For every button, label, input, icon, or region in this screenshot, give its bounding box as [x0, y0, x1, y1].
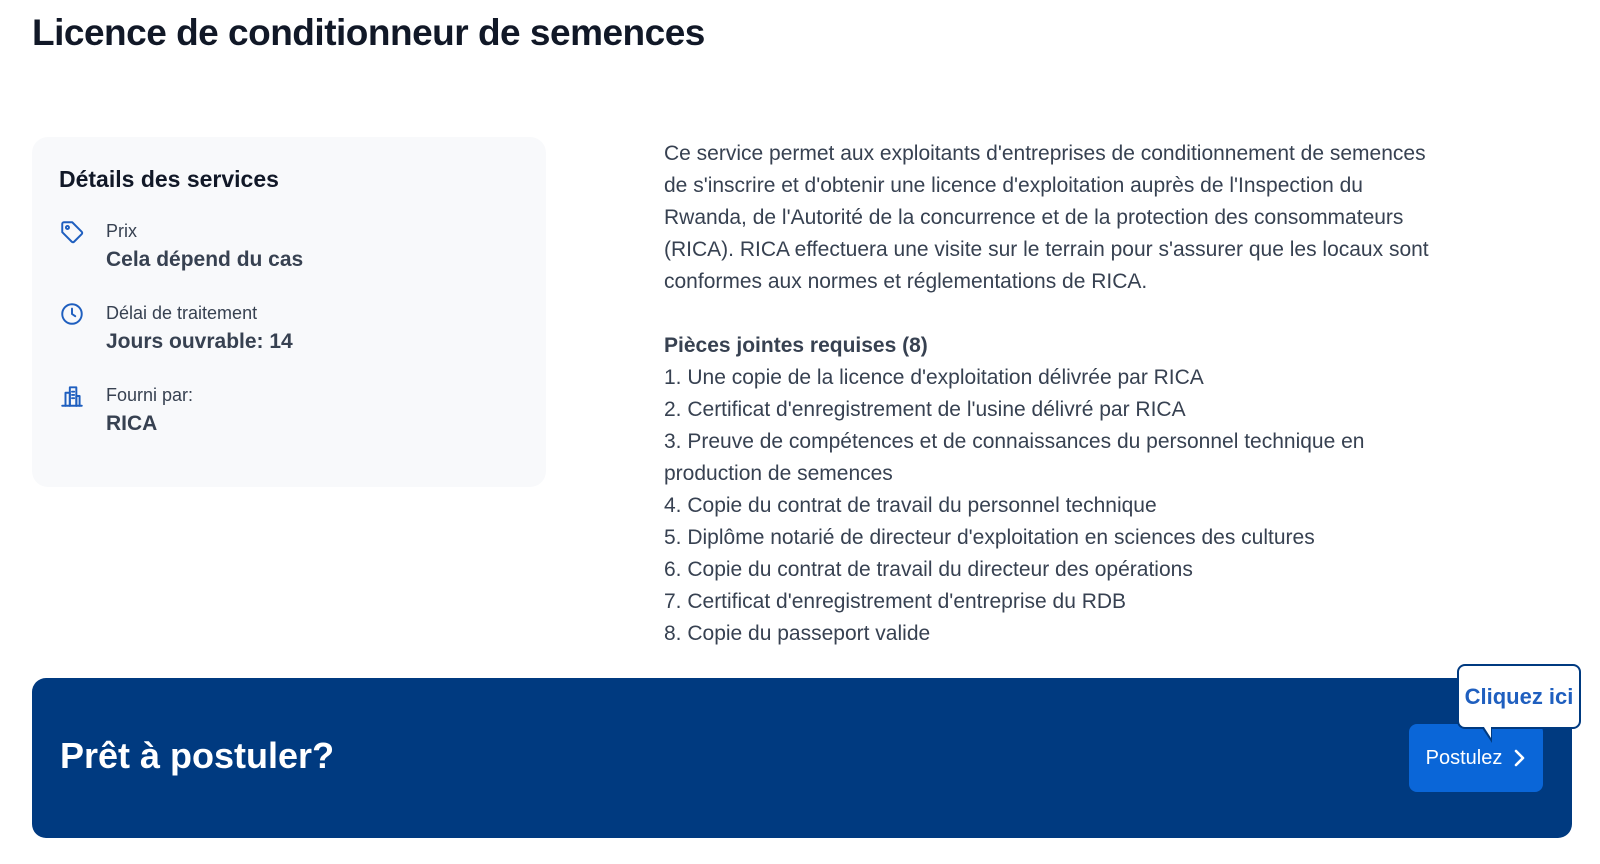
detail-label: Délai de traitement [106, 303, 258, 323]
list-item: 7. Certificat d'enregistrement d'entreprise du RDB [664, 590, 1127, 613]
list-item: 2. Certificat d'enregistrement de l'usine délivré par RICA [664, 398, 1186, 421]
service-description: Ce service permet aux exploitants d'entreprises de conditionnement de semences de s'inscrire et d'obtenir une licence d'exploitation auprès de l'Inspection du Rwanda, de l'Autorité de la concurrence et de la protection des consommateurs (RICA). RICA effectuera une visite sur le terrain pour s'assurer que les locaux sont conformes aux normes et réglementations de RICA. [664, 142, 1429, 293]
detail-value: Cela dépend du cas [106, 248, 304, 271]
list-item: 4. Copie du contrat de travail du personnel technique [664, 494, 1157, 517]
detail-row-price [59, 219, 519, 275]
apply-button[interactable] [1409, 724, 1543, 792]
detail-value: Jours ouvrable: 14 [106, 330, 293, 353]
detail-row-provider [59, 383, 519, 439]
details-heading: Détails des services [59, 166, 279, 192]
detail-row-processing-time [59, 301, 519, 357]
apply-banner [32, 678, 1572, 838]
tooltip-text: Cliquez ici [1464, 683, 1574, 709]
click-here-tooltip [1457, 664, 1581, 729]
service-details-card [32, 137, 546, 487]
detail-label: Fourni par: [106, 385, 194, 405]
page-title: Licence de conditionneur de semences [32, 12, 705, 53]
list-item: 6. Copie du contrat de travail du directeur des opérations [664, 558, 1193, 581]
chevron-right-icon [1512, 749, 1526, 767]
clock-icon [59, 301, 85, 327]
detail-value: RICA [106, 412, 158, 435]
apply-banner-title: Prêt à postuler? [60, 735, 335, 776]
attachments-list [664, 362, 1404, 650]
apply-button-label: Postulez [1425, 746, 1503, 769]
detail-label: Prix [106, 221, 137, 241]
list-item: 1. Une copie de la licence d'exploitation délivrée par RICA [664, 366, 1204, 389]
list-item: 3. Preuve de compétences et de connaissances du personnel technique en production de semences [664, 430, 1365, 485]
list-item: 5. Diplôme notarié de directeur d'exploitation en sciences des cultures [664, 526, 1315, 549]
attachments-title: Pièces jointes requises (8) [664, 334, 928, 357]
building-icon [59, 383, 85, 409]
price-tag-icon [59, 219, 85, 245]
tooltip-pointer-fill [1482, 724, 1491, 738]
list-item: 8. Copie du passeport valide [664, 622, 931, 645]
